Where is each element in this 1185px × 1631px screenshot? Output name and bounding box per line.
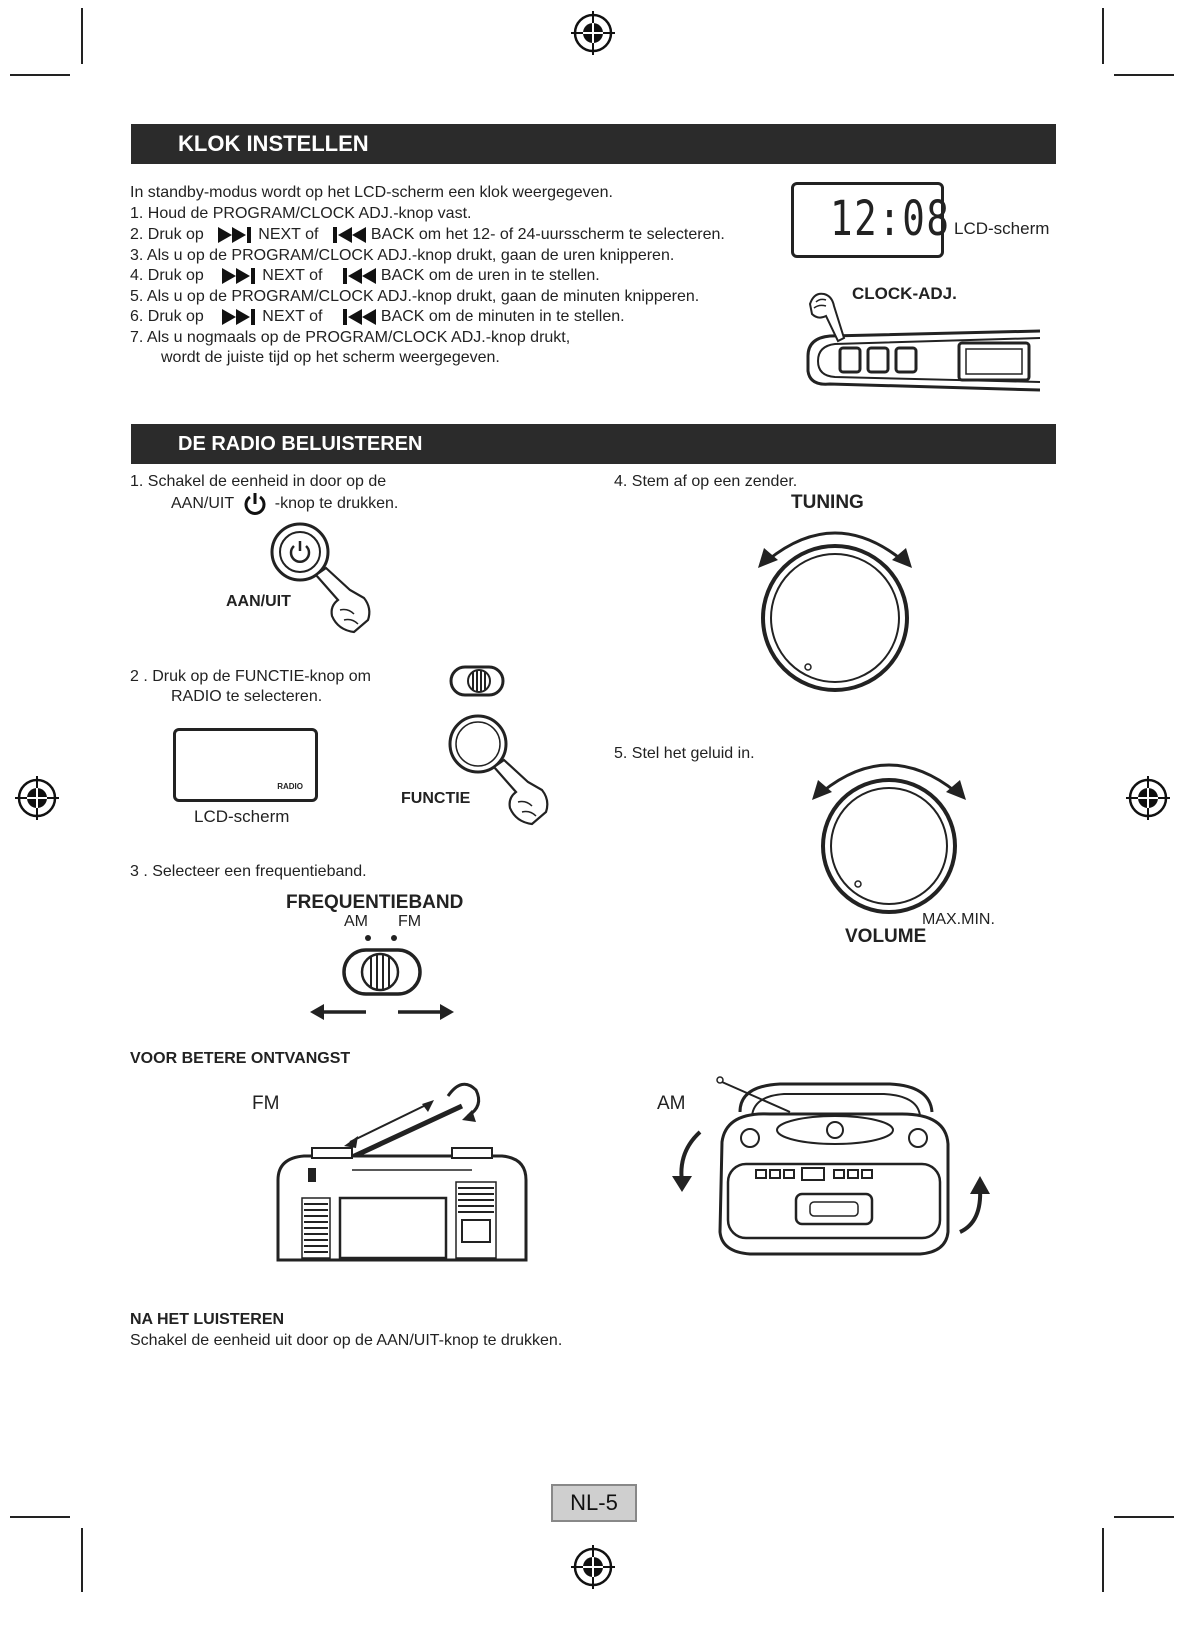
klok-step-1: 1. Houd de PROGRAM/CLOCK ADJ.-knop vast.	[130, 205, 472, 222]
klok-intro: In standby-modus wordt op het LCD-scherm een klok weergegeven.	[130, 184, 613, 201]
crop-mark-top-right-v	[1102, 8, 1104, 64]
functie-label: FUNCTIE	[401, 790, 471, 807]
radio-step-5: 5. Stel het geluid in.	[614, 745, 755, 762]
aan-uit-label: AAN/UIT	[226, 593, 291, 610]
tuning-label: TUNING	[791, 492, 864, 513]
lcd-radio-display	[173, 728, 318, 802]
crop-mark-bottom-left-v	[81, 1528, 83, 1592]
tuning-knob-illustration	[750, 514, 920, 694]
back-icon	[341, 266, 381, 286]
na-het-luisteren-heading: NA HET LUISTEREN	[130, 1311, 285, 1328]
next-icon	[222, 307, 262, 327]
klok-step-7b: wordt de juiste tijd op het scherm weergegeven.	[161, 349, 500, 366]
registration-target-icon-left	[15, 776, 59, 820]
voor-betere-ontvangst-heading: VOOR BETERE ONTVANGST	[130, 1050, 351, 1067]
next-icon	[218, 225, 258, 245]
klok-step-5: 5. Als u op de PROGRAM/CLOCK ADJ.-knop drukt, gaan de minuten knipperen.	[130, 288, 700, 305]
lcd-radio-text: RADIO	[277, 782, 303, 791]
klok-step-2-suffix: BACK om het 12- of 24-uursscherm te selecteren.	[370, 226, 725, 244]
klok-step-4	[130, 266, 600, 286]
function-switch-icon	[448, 664, 506, 698]
reception-am-label: AM	[657, 1093, 686, 1114]
klok-step-3: 3. Als u op de PROGRAM/CLOCK ADJ.-knop drukt, gaan de uren knipperen.	[130, 247, 675, 264]
radio-step-1a: 1. Schakel de eenheid in door op de	[130, 473, 387, 490]
next-icon	[222, 266, 262, 286]
klok-step-6-suffix: BACK om de minuten in te stellen.	[380, 308, 625, 326]
back-icon	[331, 225, 371, 245]
klok-step-2-prefix: 2. Druk op	[130, 226, 204, 244]
klok-step-2-mid: NEXT of	[258, 226, 319, 244]
power-icon	[242, 492, 268, 516]
volume-max-min: MAX.MIN.	[922, 911, 995, 928]
power-button-illustration	[268, 520, 388, 642]
volume-knob-illustration	[804, 746, 974, 916]
section-header-klok: KLOK INSTELLEN	[131, 124, 1056, 164]
klok-step-4-suffix: BACK om de uren in te stellen.	[380, 267, 600, 285]
section-header-radio: DE RADIO BELUISTEREN	[131, 424, 1056, 464]
lcd-scherm-label-radio: LCD-scherm	[194, 807, 290, 826]
crop-mark-top-left-v	[81, 8, 83, 64]
radio-front-view-am-illustration	[670, 1072, 990, 1272]
klok-step-6-mid: NEXT of	[262, 308, 323, 326]
radio-step-3: 3 . Selecteer een frequentieband.	[130, 863, 367, 880]
crop-mark-top-left-h	[10, 74, 70, 76]
clock-adj-label: CLOCK-ADJ.	[852, 284, 957, 303]
radio-step-2a: 2 . Druk op de FUNCTIE-knop om	[130, 668, 371, 685]
freqband-fm: FM	[398, 913, 422, 930]
klok-step-2	[130, 225, 725, 245]
radio-step-1b-prefix: AAN/UIT	[171, 495, 234, 513]
registration-target-icon-bottom	[571, 1545, 615, 1589]
radio-step-1b	[171, 492, 398, 516]
na-het-luisteren-text: Schakel de eenheid uit door op de AAN/UIT-knop te drukken.	[130, 1332, 563, 1349]
radio-step-2b: RADIO te selecteren.	[171, 688, 323, 705]
klok-step-4-prefix: 4. Druk op	[130, 267, 204, 285]
lcd-clock-display	[791, 182, 951, 258]
crop-mark-top-right-h	[1114, 74, 1174, 76]
reception-fm-label: FM	[252, 1093, 280, 1114]
klok-step-7a: 7. Als u nogmaals op de PROGRAM/CLOCK ADJ.-knop drukt,	[130, 329, 571, 346]
band-switch-illustration	[306, 932, 456, 1026]
registration-target-icon-top	[571, 11, 615, 55]
page-number: NL-5	[551, 1484, 637, 1522]
function-knob-illustration	[446, 712, 566, 834]
crop-mark-bottom-left-h	[10, 1516, 70, 1518]
radio-rear-view-fm-illustration	[272, 1070, 532, 1270]
crop-mark-bottom-right-h	[1114, 1516, 1174, 1518]
lcd-scherm-label-klok: LCD-scherm	[954, 219, 1050, 238]
back-icon	[341, 307, 381, 327]
crop-mark-bottom-right-v	[1102, 1528, 1104, 1592]
klok-step-6	[130, 307, 625, 327]
lcd-time: 12:08	[830, 191, 951, 247]
klok-step-6-prefix: 6. Druk op	[130, 308, 204, 326]
clock-adj-panel-illustration	[800, 286, 1040, 406]
registration-target-icon-right	[1126, 776, 1170, 820]
volume-label: VOLUME	[845, 926, 927, 947]
freqband-am: AM	[344, 913, 368, 930]
radio-step-4: 4. Stem af op een zender.	[614, 473, 798, 490]
freqband-label: FREQUENTIEBAND	[286, 892, 464, 913]
klok-step-4-mid: NEXT of	[262, 267, 323, 285]
radio-step-1b-suffix: -knop te drukken.	[274, 495, 399, 513]
